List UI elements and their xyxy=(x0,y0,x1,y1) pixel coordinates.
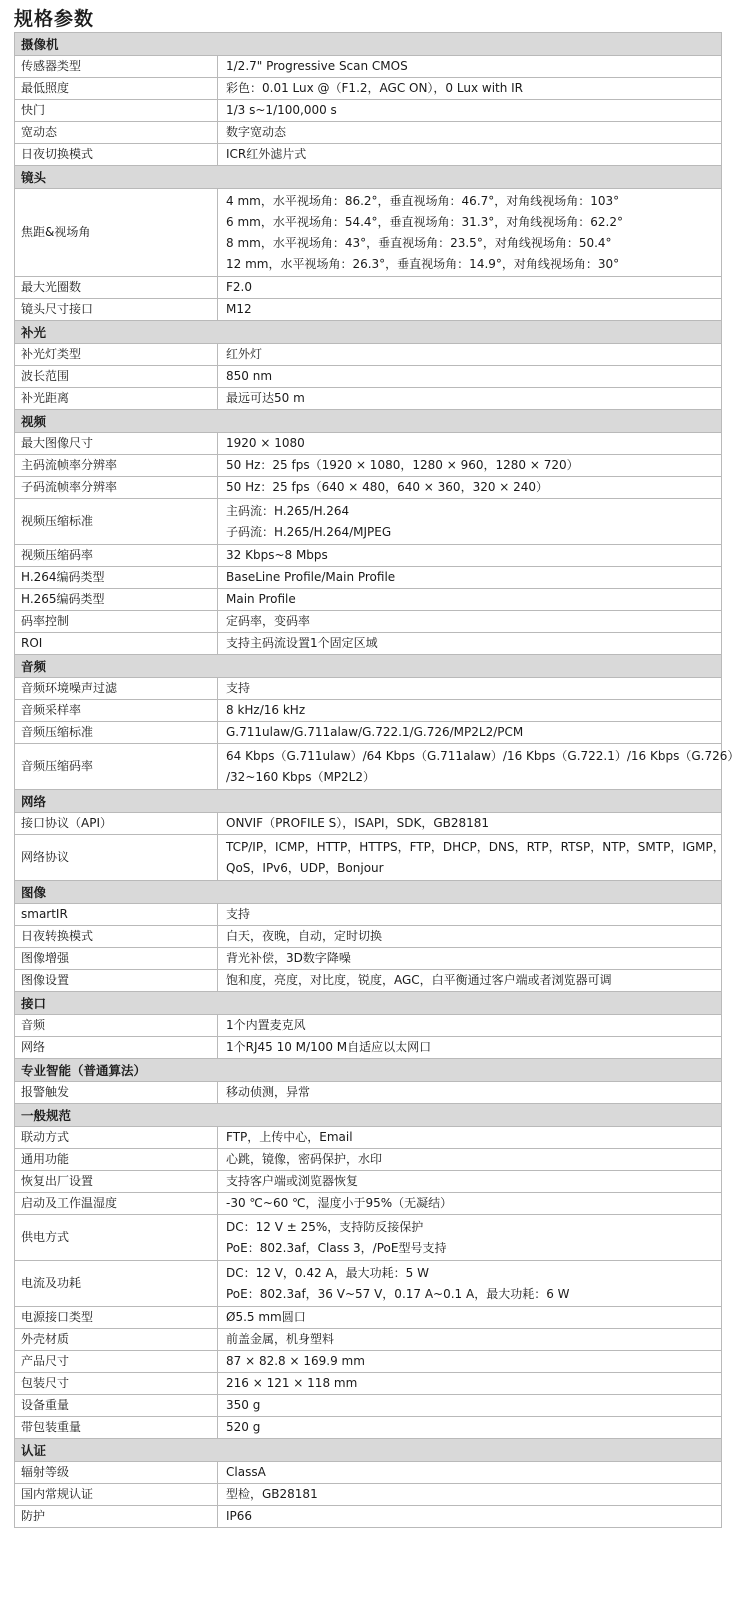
section-title: 网络 xyxy=(15,790,722,813)
spec-row xyxy=(15,366,722,388)
spec-value xyxy=(218,477,722,499)
spec-key: 辐射等级 xyxy=(15,1462,218,1484)
spec-key: 主码流帧率分辨率 xyxy=(15,455,218,477)
spec-value xyxy=(218,1261,722,1307)
section-header-row xyxy=(15,33,722,56)
section-title: 专业智能（普通算法） xyxy=(15,1059,722,1082)
spec-row xyxy=(15,904,722,926)
spec-value xyxy=(218,926,722,948)
spec-row xyxy=(15,926,722,948)
spec-value xyxy=(218,1417,722,1439)
spec-row xyxy=(15,633,722,655)
spec-row xyxy=(15,970,722,992)
spec-value xyxy=(218,744,740,790)
spec-row xyxy=(15,813,722,835)
spec-row xyxy=(15,611,722,633)
spec-value xyxy=(218,1193,722,1215)
spec-key: 供电方式 xyxy=(15,1215,218,1261)
spec-value xyxy=(218,1127,722,1149)
spec-value-line: PoE：802.3af，Class 3，/PoE型号支持 xyxy=(226,1240,447,1255)
spec-row xyxy=(15,1351,722,1373)
spec-value xyxy=(218,122,722,144)
spec-key: 音频 xyxy=(15,1015,218,1037)
spec-value-line: FTP，上传中心，Email xyxy=(226,1130,353,1144)
spec-value-line: 定码率，变码率 xyxy=(226,614,311,628)
spec-row xyxy=(15,1417,722,1439)
page-title: 规格参数 xyxy=(14,8,95,30)
spec-row xyxy=(15,455,722,477)
spec-value xyxy=(218,366,722,388)
section-title: 音频 xyxy=(15,655,722,678)
spec-value-line: F2.0 xyxy=(226,280,252,294)
spec-value xyxy=(218,722,722,744)
spec-value xyxy=(218,78,722,100)
spec-row xyxy=(15,1193,722,1215)
section-title: 接口 xyxy=(15,992,722,1015)
spec-value-line: G.711ulaw/G.711alaw/G.722.1/G.726/MP2L2/PCM xyxy=(226,725,524,739)
spec-row xyxy=(15,1506,722,1528)
spec-value xyxy=(218,56,722,78)
spec-row xyxy=(15,678,722,700)
spec-row xyxy=(15,1149,722,1171)
spec-key: 带包装重量 xyxy=(15,1417,218,1439)
spec-value xyxy=(218,835,725,881)
spec-row xyxy=(15,1484,722,1506)
spec-value xyxy=(218,433,722,455)
section-title: 镜头 xyxy=(15,166,722,189)
spec-key: 恢复出厂设置 xyxy=(15,1171,218,1193)
section-header-row xyxy=(15,992,722,1015)
spec-value-line: 支持 xyxy=(226,681,251,695)
spec-key: 音频压缩码率 xyxy=(15,744,218,790)
section-header-row xyxy=(15,881,722,904)
spec-value xyxy=(218,611,722,633)
spec-key: 启动及工作温湿度 xyxy=(15,1193,218,1215)
spec-value-line: 1个RJ45 10 M/100 M自适应以太网口 xyxy=(226,1040,432,1054)
spec-value-line: 前盖金属，机身塑料 xyxy=(226,1332,335,1346)
spec-value xyxy=(218,1171,722,1193)
spec-row xyxy=(15,1037,722,1059)
spec-value-line: 64 Kbps（G.711ulaw）/64 Kbps（G.711alaw）/16 Kbps（G.722.1）/16 Kbps（G.726） xyxy=(226,748,740,763)
spec-table xyxy=(14,32,740,1528)
spec-row xyxy=(15,589,722,611)
spec-key: 电源接口类型 xyxy=(15,1307,218,1329)
spec-value-line: 850 nm xyxy=(226,369,273,383)
spec-key: 联动方式 xyxy=(15,1127,218,1149)
spec-value-line: Ø5.5 mm圆口 xyxy=(226,1310,306,1324)
spec-key: 最大图像尺寸 xyxy=(15,433,218,455)
spec-value-line: 50 Hz：25 fps（640 × 480，640 × 360，320 × 240） xyxy=(226,480,549,494)
spec-key: 国内常规认证 xyxy=(15,1484,218,1506)
spec-value xyxy=(218,1149,722,1171)
spec-key: 报警触发 xyxy=(15,1082,218,1104)
section-title: 视频 xyxy=(15,410,722,433)
spec-row xyxy=(15,1395,722,1417)
spec-row xyxy=(15,545,722,567)
spec-value xyxy=(218,277,722,299)
spec-value xyxy=(218,1037,722,1059)
spec-key: 快门 xyxy=(15,100,218,122)
spec-row xyxy=(15,1171,722,1193)
spec-value-line: 彩色：0.01 Lux @（F1.2，AGC ON），0 Lux with IR xyxy=(226,81,524,95)
spec-value xyxy=(218,1351,722,1373)
spec-value-line: ONVIF（PROFILE S），ISAPI，SDK，GB28181 xyxy=(226,816,490,830)
spec-key: 通用功能 xyxy=(15,1149,218,1171)
spec-row xyxy=(15,144,722,166)
spec-key: 产品尺寸 xyxy=(15,1351,218,1373)
spec-value xyxy=(218,700,722,722)
spec-value-line: 1920 × 1080 xyxy=(226,436,305,450)
spec-key: H.264编码类型 xyxy=(15,567,218,589)
spec-key: 音频环境噪声过滤 xyxy=(15,678,218,700)
section-title: 认证 xyxy=(15,1439,722,1462)
spec-key: 子码流帧率分辨率 xyxy=(15,477,218,499)
section-header-row xyxy=(15,410,722,433)
spec-key: 波长范围 xyxy=(15,366,218,388)
spec-row xyxy=(15,344,722,366)
spec-row xyxy=(15,567,722,589)
section-header-row xyxy=(15,655,722,678)
spec-table-body xyxy=(15,33,740,1528)
spec-value xyxy=(218,1484,722,1506)
spec-value-line: 1个内置麦克风 xyxy=(226,1018,306,1032)
spec-value-line: 支持主码流设置1个固定区域 xyxy=(226,636,378,650)
spec-key: 网络协议 xyxy=(15,835,218,881)
spec-value-line: 心跳，镜像，密码保护，水印 xyxy=(226,1152,383,1166)
spec-value-line: 子码流：H.265/H.264/MJPEG xyxy=(226,524,392,539)
spec-row xyxy=(15,388,722,410)
spec-key: 最大光圈数 xyxy=(15,277,218,299)
spec-key: ROI xyxy=(15,633,218,655)
spec-value xyxy=(218,144,722,166)
spec-value-line: 6 mm，水平视场角：54.4°，垂直视场角：31.3°，对角线视场角：62.2° xyxy=(226,214,623,229)
spec-row xyxy=(15,78,722,100)
spec-key: 日夜转换模式 xyxy=(15,926,218,948)
spec-value-line: ClassA xyxy=(226,1465,266,1479)
spec-key: smartIR xyxy=(15,904,218,926)
spec-value-line: /32~160 Kbps（MP2L2） xyxy=(226,769,375,784)
spec-row xyxy=(15,477,722,499)
spec-row xyxy=(15,277,722,299)
spec-value-line: 支持 xyxy=(226,907,251,921)
spec-row xyxy=(15,1082,722,1104)
spec-row xyxy=(15,1307,722,1329)
spec-row xyxy=(15,433,722,455)
section-title: 补光 xyxy=(15,321,722,344)
spec-row xyxy=(15,1373,722,1395)
spec-value xyxy=(218,299,722,321)
spec-value-line: 12 mm，水平视场角：26.3°，垂直视场角：14.9°，对角线视场角：30° xyxy=(226,256,620,271)
spec-row xyxy=(15,744,722,790)
spec-value-line: TCP/IP，ICMP，HTTP，HTTPS，FTP，DHCP，DNS，RTP，RTSP，NTP，SMTP，IGMP， xyxy=(226,839,725,854)
spec-value xyxy=(218,344,722,366)
section-header-row xyxy=(15,1439,722,1462)
spec-key: 网络 xyxy=(15,1037,218,1059)
spec-key: 音频压缩标准 xyxy=(15,722,218,744)
spec-row xyxy=(15,56,722,78)
spec-key: H.265编码类型 xyxy=(15,589,218,611)
spec-key: 宽动态 xyxy=(15,122,218,144)
spec-value xyxy=(218,1329,722,1351)
spec-value xyxy=(218,189,722,277)
spec-value xyxy=(218,1506,722,1528)
spec-key: 接口协议（API） xyxy=(15,813,218,835)
spec-row xyxy=(15,122,722,144)
spec-value xyxy=(218,1215,722,1261)
spec-value-line: 饱和度，亮度，对比度，锐度，AGC，白平衡通过客户端或者浏览器可调 xyxy=(226,973,612,987)
spec-key: 补光距离 xyxy=(15,388,218,410)
spec-key: 补光灯类型 xyxy=(15,344,218,366)
spec-value xyxy=(218,388,722,410)
spec-value-line: 红外灯 xyxy=(226,347,263,361)
spec-value xyxy=(218,1373,722,1395)
spec-row xyxy=(15,1215,722,1261)
spec-value-line: 1/2.7" Progressive Scan CMOS xyxy=(226,59,408,73)
spec-value-line: 1/3 s~1/100,000 s xyxy=(226,103,337,117)
spec-key: 传感器类型 xyxy=(15,56,218,78)
spec-value-line: M12 xyxy=(226,302,252,316)
spec-value-line: QoS，IPv6，UDP，Bonjour xyxy=(226,860,384,875)
section-title: 一般规范 xyxy=(15,1104,722,1127)
spec-key: 最低照度 xyxy=(15,78,218,100)
spec-row xyxy=(15,835,722,881)
spec-key: 镜头尺寸接口 xyxy=(15,299,218,321)
spec-value-line: 背光补偿，3D数字降噪 xyxy=(226,951,351,965)
spec-value xyxy=(218,1015,722,1037)
spec-value-line: 8 mm，水平视场角：43°，垂直视场角：23.5°，对角线视场角：50.4° xyxy=(226,235,612,250)
spec-value-line: 216 × 121 × 118 mm xyxy=(226,1376,358,1390)
spec-value-line: 87 × 82.8 × 169.9 mm xyxy=(226,1354,365,1368)
spec-value-line: 最远可达50 m xyxy=(226,391,305,405)
spec-value-line: 白天，夜晚，自动，定时切换 xyxy=(226,929,383,943)
spec-row xyxy=(15,1015,722,1037)
spec-key: 包装尺寸 xyxy=(15,1373,218,1395)
spec-value xyxy=(218,499,722,545)
spec-row xyxy=(15,700,722,722)
spec-key: 图像增强 xyxy=(15,948,218,970)
spec-key: 码率控制 xyxy=(15,611,218,633)
spec-value-line: 4 mm，水平视场角：86.2°，垂直视场角：46.7°，对角线视场角：103° xyxy=(226,193,620,208)
spec-key: 视频压缩标准 xyxy=(15,499,218,545)
spec-key: 视频压缩码率 xyxy=(15,545,218,567)
spec-key: 日夜切换模式 xyxy=(15,144,218,166)
section-header-row xyxy=(15,166,722,189)
spec-value-line: 移动侦测，异常 xyxy=(226,1085,311,1099)
spec-row xyxy=(15,722,722,744)
spec-key: 焦距&视场角 xyxy=(15,189,218,277)
spec-value-line: IP66 xyxy=(226,1509,253,1523)
spec-row xyxy=(15,1462,722,1484)
spec-value-line: 数字宽动态 xyxy=(226,125,287,139)
spec-value xyxy=(218,1082,722,1104)
section-header-row xyxy=(15,1059,722,1082)
spec-value xyxy=(218,948,722,970)
spec-value xyxy=(218,545,722,567)
spec-value xyxy=(218,904,722,926)
spec-value xyxy=(218,455,722,477)
spec-row xyxy=(15,499,722,545)
spec-key: 图像设置 xyxy=(15,970,218,992)
spec-row xyxy=(15,299,722,321)
spec-value-line: 350 g xyxy=(226,1398,261,1412)
spec-value-line: 支持客户端或浏览器恢复 xyxy=(226,1174,359,1188)
spec-value-line: 520 g xyxy=(226,1420,261,1434)
spec-row xyxy=(15,1329,722,1351)
spec-value xyxy=(218,1307,722,1329)
spec-value xyxy=(218,589,722,611)
spec-key: 外壳材质 xyxy=(15,1329,218,1351)
section-title: 图像 xyxy=(15,881,722,904)
section-header-row xyxy=(15,321,722,344)
spec-value-line: DC：12 V，0.42 A，最大功耗：5 W xyxy=(226,1265,429,1280)
section-header-row xyxy=(15,790,722,813)
spec-value-line: BaseLine Profile/Main Profile xyxy=(226,570,396,584)
spec-value-line: 50 Hz：25 fps（1920 × 1080，1280 × 960，1280 × 720） xyxy=(226,458,579,472)
spec-row xyxy=(15,1261,722,1307)
spec-key: 防护 xyxy=(15,1506,218,1528)
spec-value-line: PoE：802.3af，36 V~57 V，0.17 A~0.1 A，最大功耗：6 W xyxy=(226,1286,570,1301)
spec-value xyxy=(218,970,722,992)
spec-value-line: 型检，GB28181 xyxy=(226,1487,318,1501)
spec-key: 音频采样率 xyxy=(15,700,218,722)
section-header-row xyxy=(15,1104,722,1127)
spec-key: 设备重量 xyxy=(15,1395,218,1417)
spec-value xyxy=(218,813,722,835)
spec-row xyxy=(15,1127,722,1149)
spec-row xyxy=(15,189,722,277)
spec-value xyxy=(218,678,722,700)
spec-value-line: Main Profile xyxy=(226,592,296,606)
spec-value xyxy=(218,100,722,122)
spec-value xyxy=(218,1462,722,1484)
spec-value xyxy=(218,567,722,589)
section-title: 摄像机 xyxy=(15,33,722,56)
spec-value-line: 8 kHz/16 kHz xyxy=(226,703,306,717)
spec-row xyxy=(15,948,722,970)
spec-value xyxy=(218,633,722,655)
spec-row xyxy=(15,100,722,122)
spec-value-line: ICR红外滤片式 xyxy=(226,147,307,161)
spec-value xyxy=(218,1395,722,1417)
spec-value-line: -30 ℃~60 ℃，湿度小于95%（无凝结） xyxy=(226,1196,453,1210)
spec-key: 电流及功耗 xyxy=(15,1261,218,1307)
spec-value-line: 32 Kbps~8 Mbps xyxy=(226,548,328,562)
spec-value-line: 主码流：H.265/H.264 xyxy=(226,503,350,518)
spec-value-line: DC：12 V ± 25%，支持防反接保护 xyxy=(226,1219,424,1234)
